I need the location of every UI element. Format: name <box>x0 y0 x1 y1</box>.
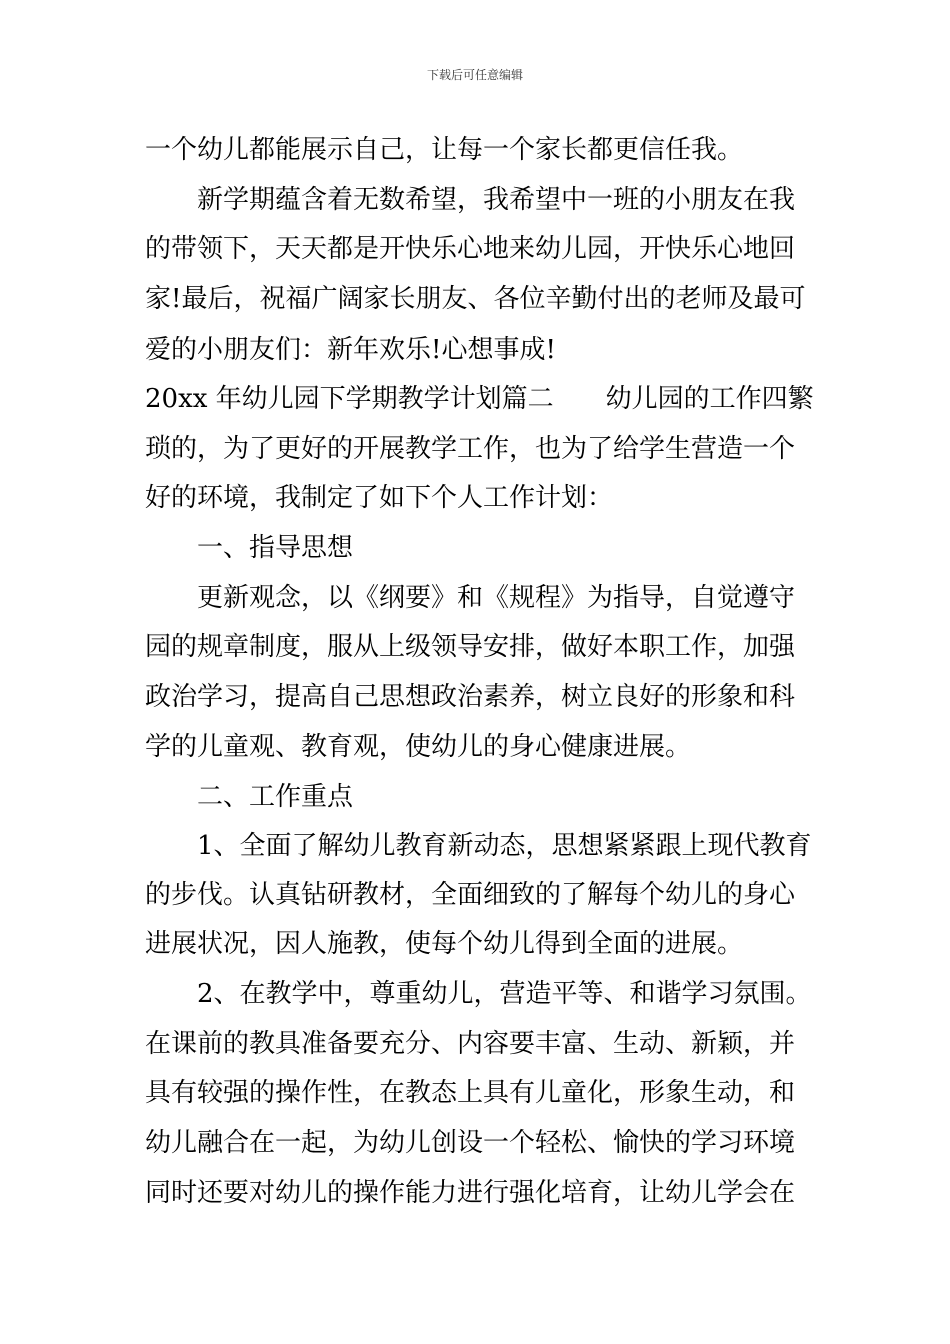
text-line: 好的环境，我制定了如下个人工作计划： <box>145 483 614 513</box>
text-line: 家!最后，祝福广阔家长朋友、各位辛勤付出的老师及最可 <box>145 284 806 314</box>
text-line: 园的规章制度，服从上级领导安排，做好本职工作，加强 <box>145 632 796 662</box>
text-line: 同时还要对幼儿的操作能力进行强化培育，让幼儿学会在 <box>145 1178 796 1208</box>
text-line: 的带领下，天天都是开快乐心地来幼儿园，开快乐心地回 <box>145 234 796 264</box>
text-line: 新学期蕴含着无数希望，我希望中一班的小朋友在我 <box>145 185 796 215</box>
page-header: 下载后可任意编辑 <box>426 68 523 82</box>
text-line: 一个幼儿都能展示自己，让每一个家长都更信任我。 <box>145 135 744 165</box>
text-line: 2、在教学中，尊重幼儿，营造平等、和谐学习氛围。 <box>145 979 812 1009</box>
text-line: 的步伐。认真钻研教材，全面细致的了解每个幼儿的身心 <box>145 880 796 910</box>
text-line: 琐的，为了更好的开展教学工作，也为了给学生营造一个 <box>145 434 796 464</box>
text-line: 学的儿童观、教育观，使幼儿的身心健康进展。 <box>145 732 692 762</box>
section-heading: 一、指导思想 <box>145 533 354 563</box>
text-line: 在课前的教具准备要充分、内容要丰富、生动、新颖，并 <box>145 1029 796 1059</box>
text-line: 进展状况，因人施教，使每个幼儿得到全面的进展。 <box>145 929 744 959</box>
text-line: 1、全面了解幼儿教育新动态，思想紧紧跟上现代教育 <box>145 831 812 861</box>
section-heading: 二、工作重点 <box>145 782 354 812</box>
text-line: 20xx 年幼儿园下学期教学计划篇二 幼儿园的工作四繁 <box>145 384 814 414</box>
text-line: 政治学习，提高自己思想政治素养，树立良好的形象和科 <box>145 682 796 712</box>
text-line: 更新观念，以《纲要》和《规程》为指导，自觉遵守 <box>145 583 796 613</box>
text-line: 幼儿融合在一起，为幼儿创设一个轻松、愉快的学习环境 <box>145 1128 796 1158</box>
text-line: 具有较强的操作性，在教态上具有儿童化，形象生动，和 <box>145 1078 796 1108</box>
text-line: 爱的小朋友们：新年欢乐!心想事成! <box>145 335 556 365</box>
